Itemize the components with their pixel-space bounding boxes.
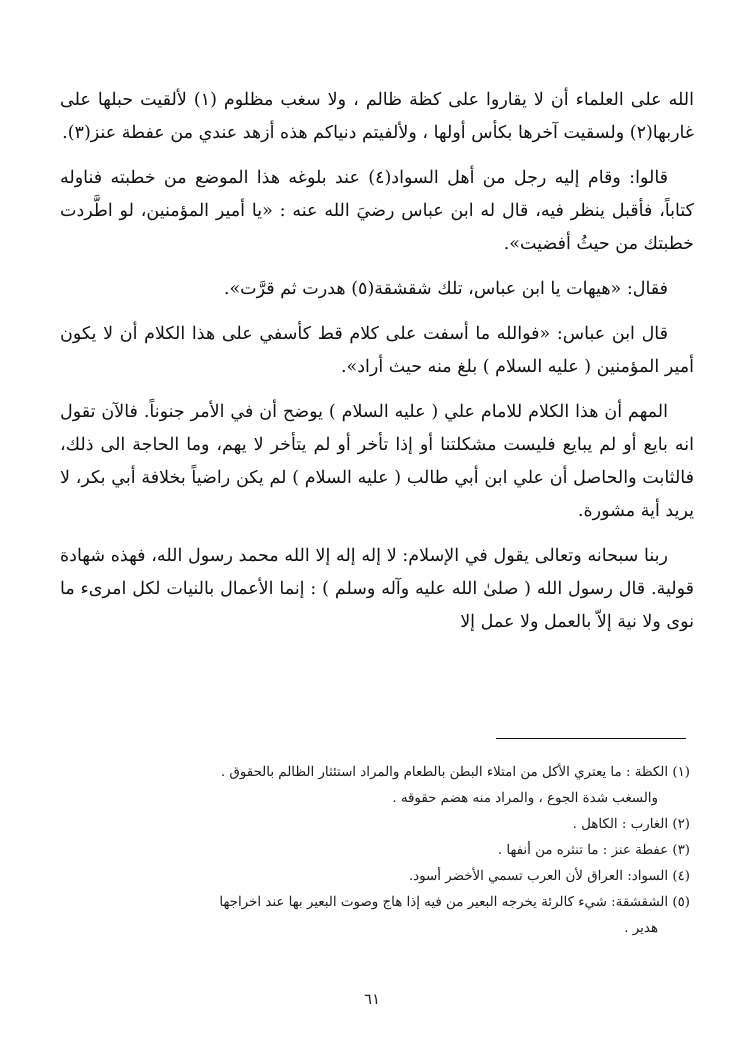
footnote-2: (٢) الغارب : الكاهل . [572,817,690,832]
footnote-1-continuation: والسغب شدة الجوع ، والمراد منه هضم حقوقه . [392,791,658,806]
paragraph-2: قالوا: وقام إليه رجل من أهل السواد(٤) عند بلوغه هذا الموضع من خطبته فناوله كتاباً، فأقبل ينظر فيه، قال له ابن عباس رضيَ الله عنه : «يا أمير المؤمنين، لو اطَّردت خطبتك من حيثُ أفضيت». [60,168,694,254]
footnotes [60,760,690,942]
paragraph-5: المهم أن هذا الكلام للامام علي ( عليه السلام ) يوضح أن في الأمر جنوناً. فالآن تقول انه بايع أو لم يبايع فليست مشكلتنا أو إذا تأخر أو لم يتأخر لا يهم، وما الحاجة الى ذلك، فالثابت والحاصل أن علي ابن أبي طالب ( عليه السلام ) لم يكن راضياً بخلافة أبي بكر، لا يريد أية مشورة. [60,402,694,521]
main-text [60,84,694,651]
body-text [60,84,694,639]
footnote-5: (٥) الشقشقة: شيء كالرئة يخرجه البعير من فيه إذا هاج وصوت البعير بها عند اخراجها [219,895,690,910]
footnote-4: (٤) السواد: العراق لأن العرب تسمي الأخضر أسود. [408,869,690,884]
paragraph-3: فقال: «هيهات يا ابن عباس، تلك شقشقة(٥) هدرت ثم قرَّت». [223,279,668,299]
page-number: ٦١ [363,990,381,1008]
footnote-1: (١) الكظة : ما يعتري الأكل من امتلاء البطن بالطعام والمراد استئثار الظالم بالحقوق . [220,765,690,780]
paragraph-6: ربنا سبحانه وتعالى يقول في الإسلام: لا إله إله إلا الله محمد رسول الله، فهذه شهادة قولية. قال رسول الله ( صلىٰ الله عليه وآله وسلم ) : إنما الأعمال بالنيات لكل امرىء ما نوى ولا نية إلاّ بالعمل ولا عمل إلا [60,546,694,632]
paragraph-1: الله على العلماء أن لا يقاروا على كظة ظالم ، ولا سغب مظلوم (١) لألقيت حبلها على غاربها(٢) ولسقيت آخرها بكأس أولها ، ولألفيتم دنياكم هذه أزهد عندي من عفطة عنز(٣). [60,90,694,143]
paragraph-4: قال ابن عباس: «فوالله ما أسفت على كلام قط كأسفي على هذا الكلام أن لا يكون أمير المؤمنين ( عليه السلام ) بلغ منه حيث أراد». [60,324,694,377]
footnote-3: (٣) عفطة عنز : ما تنثره من أنفها . [497,843,690,858]
footnote-5-continuation: هدير . [624,921,658,936]
footnote-divider [496,738,686,739]
